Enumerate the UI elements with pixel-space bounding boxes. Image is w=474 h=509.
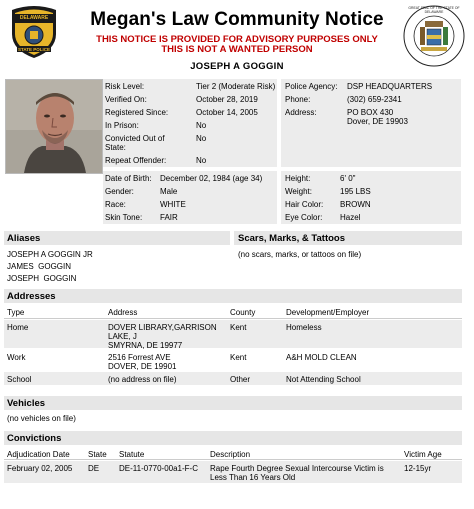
phone-label: Phone: [285,95,311,104]
verified-on-label: Verified On: [105,95,147,104]
agency-address-line-2: Dover, DE 19903 [347,117,408,126]
addr-line: 2516 Forrest AVE [108,353,171,362]
addr-county: Kent [230,353,247,362]
addr-line: DOVER, DE 19901 [108,362,177,371]
agency-address-line-1: PO BOX 430 [347,108,394,117]
addr-county: Other [230,375,251,384]
addr-type: Home [7,323,29,332]
badge-text-top: DELAWARE [19,15,49,21]
seal-text: GREAT SEAL OF THE STATE OF DELAWARE [408,6,460,14]
conv-col-description: Description [210,450,251,459]
conv-description: Rape Fourth Degree Sexual Intercourse Victim is [210,464,384,473]
conv-col-statute: Statute [119,450,145,459]
registered-since-label: Registered Since: [105,108,169,117]
risk-level-value: Tier 2 (Moderate Risk) [196,82,276,91]
state-seal [403,5,465,67]
convictions-bar [4,431,462,445]
height-value: 6' 0" [340,174,356,183]
addr-employer: Homeless [286,323,322,332]
skin-tone-value: FAIR [160,213,178,222]
addresses-bar [4,289,462,303]
gender-label: Gender: [105,187,134,196]
repeat-offender-value: No [196,156,207,165]
conv-col-date: Adjudication Date [7,450,70,459]
warning-line-1: THIS NOTICE IS PROVIDED FOR ADVISORY PURPOSES ONLY [96,34,378,45]
conv-col-victim-age: Victim Age [404,450,442,459]
page-title: Megan's Law Community Notice [90,9,384,30]
weight-label: Weight: [285,187,312,196]
addr-line: SMYRNA, DE 19977 [108,341,183,350]
convicted-value: No [196,134,207,143]
alias-item: JOSEPH GOGGIN [7,274,77,283]
addr-col-county: County [230,308,256,317]
addr-line: DOVER LIBRARY,GARRISON [108,323,217,332]
vehicles-bar [4,396,462,410]
conv-col-state: State [88,450,107,459]
alias-item: JAMES GOGGIN [7,262,72,271]
height-label: Height: [285,174,311,183]
phone-value: (302) 659-2341 [347,95,402,104]
police-agency-label: Police Agency: [285,82,338,91]
dob-label: Date of Birth: [105,174,152,183]
addr-col-employer: Development/Employer [286,308,370,317]
scars-text: (no scars, marks, or tattoos on file) [238,250,362,259]
risk-level-label: Risk Level: [105,82,145,91]
warning-line-2: THIS IS NOT A WANTED PERSON [161,44,313,55]
vehicles-title: Vehicles [7,398,46,409]
addr-employer: Not Attending School [286,375,361,384]
hair-color-value: BROWN [340,200,371,209]
addr-col-address: Address [108,308,138,317]
addr-type: School [7,375,32,384]
hair-color-label: Hair Color: [285,200,324,209]
eye-color-label: Eye Color: [285,213,323,222]
addr-line: LAKE, J [108,332,137,341]
eye-color-value: Hazel [340,213,361,222]
dob-value: December 02, 1984 (age 34) [160,174,263,183]
addr-county: Kent [230,323,247,332]
police-badge [4,4,64,60]
addr-employer: A&H MOLD CLEAN [286,353,357,362]
addr-line: (no address on file) [108,375,177,384]
addresses-title: Addresses [7,291,56,302]
gender-value: Male [160,187,178,196]
scars-title: Scars, Marks, & Tattoos [238,233,346,244]
race-value: WHITE [160,200,186,209]
repeat-offender-label: Repeat Offender: [105,156,167,165]
in-prison-label: In Prison: [105,121,139,130]
convicted-label: Convicted Out of State: [105,134,165,152]
police-agency-value: DSP HEADQUARTERS [347,82,433,91]
conv-statute: DE-11-0770-00a1-F-C [119,464,198,473]
registered-since-value: October 14, 2005 [196,108,258,117]
alias-item: JOSEPH A GOGGIN JR [7,250,93,259]
aliases-title: Aliases [7,233,41,244]
weight-value: 195 LBS [340,187,371,196]
addr-type: Work [7,353,26,362]
conv-description: Less Than 16 Years Old [210,473,296,482]
conv-date: February 02, 2005 [7,464,73,473]
addr-col-type: Type [7,308,25,317]
verified-on-value: October 28, 2019 [196,95,258,104]
conv-victim-age: 12-15yr [404,464,432,473]
conv-state: DE [88,464,100,473]
vehicles-text: (no vehicles on file) [7,414,76,423]
in-prison-value: No [196,121,207,130]
convictions-title: Convictions [7,433,62,444]
offender-name: JOSEPH A GOGGIN [190,61,284,72]
offender-photo [5,79,103,174]
badge-text-bottom: STATE POLICE [17,47,51,52]
skin-tone-label: Skin Tone: [105,213,143,222]
agency-address-label: Address: [285,108,317,117]
race-label: Race: [105,200,126,209]
